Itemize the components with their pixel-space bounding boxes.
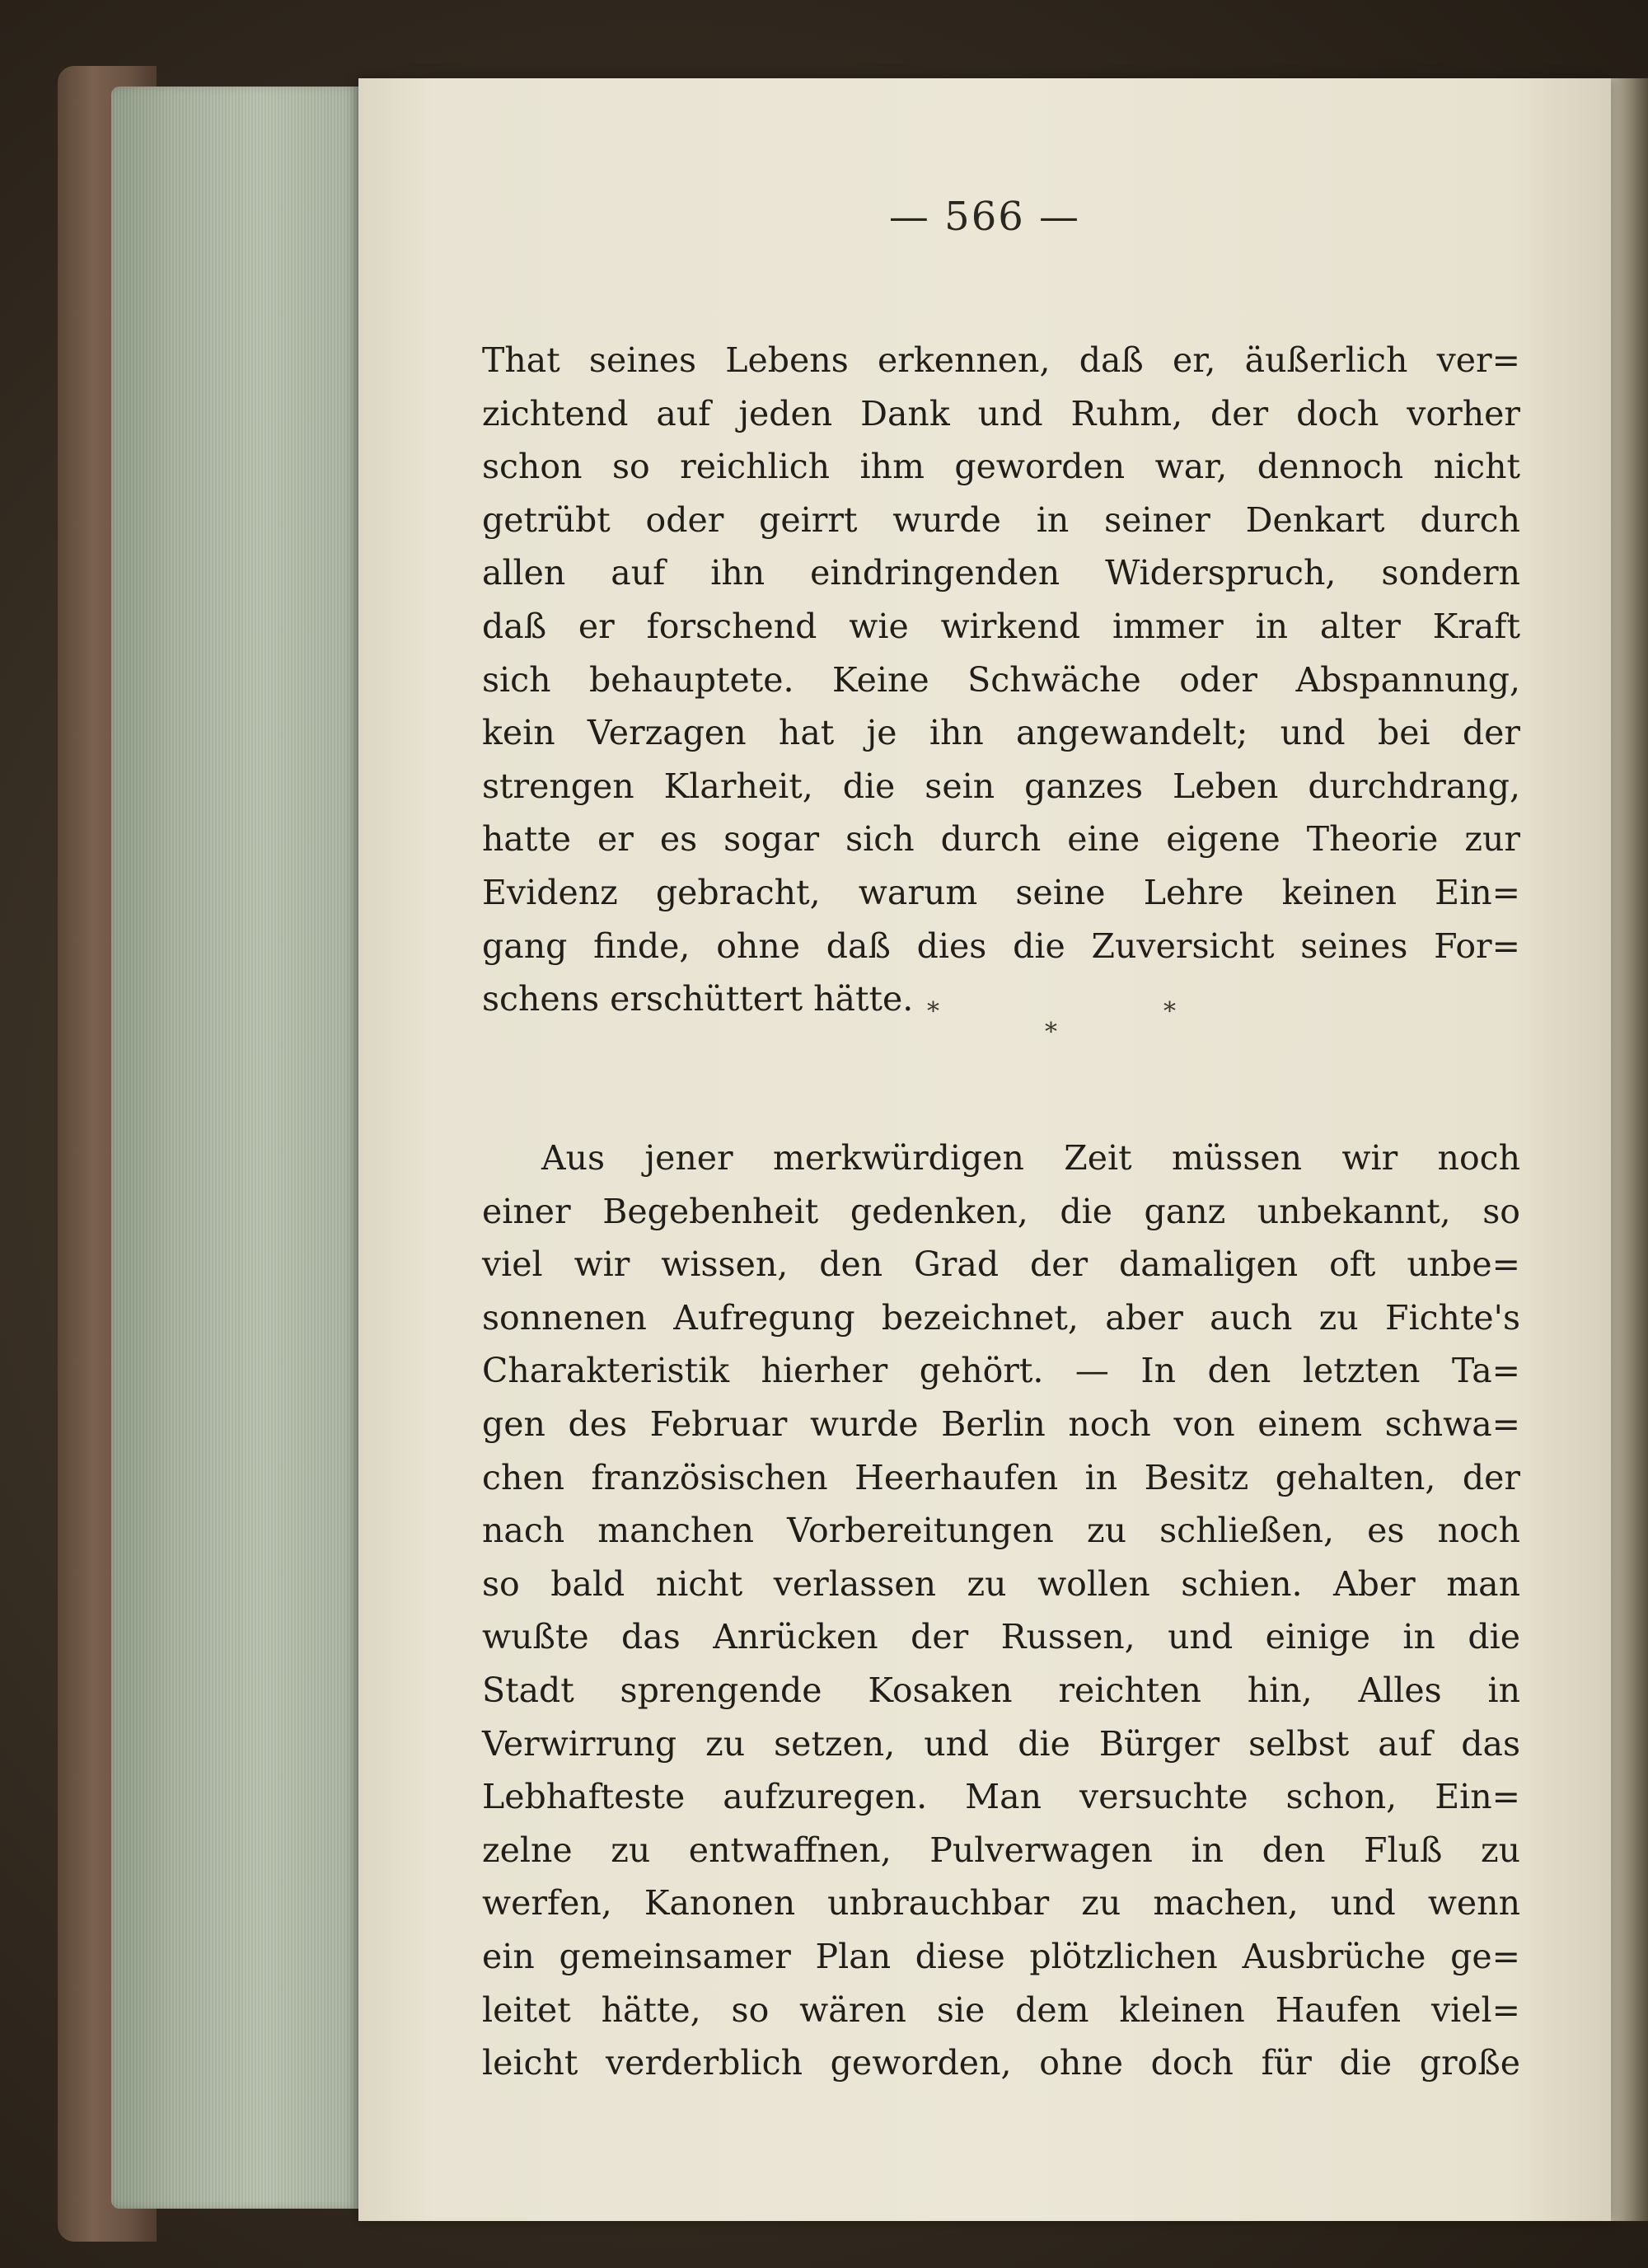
text-line: so bald nicht verlassen zu wollen schien. Aber man bbox=[482, 1563, 1520, 1604]
asterisk-ornament: * bbox=[927, 997, 939, 1026]
asterisk-ornament: * bbox=[1045, 1018, 1057, 1047]
text-line: gang finde, ohne daß dies die Zuversicht seines For= bbox=[482, 925, 1520, 966]
paragraph-2 bbox=[482, 1132, 1520, 2090]
text-line: werfen, Kanonen unbrauchbar zu machen, und wenn bbox=[482, 1883, 1520, 1924]
text-line: zelne zu entwaffnen, Pulverwagen in den Fluß zu bbox=[482, 1830, 1520, 1870]
text-line: kein Verzagen hat je ihn angewandelt; und bei der bbox=[482, 713, 1520, 753]
text-line: viel wir wissen, den Grad der damaligen oft unbe= bbox=[482, 1244, 1520, 1285]
text-line: sich behauptete. Keine Schwäche oder Abspannung, bbox=[482, 659, 1520, 700]
text-line: sonnenen Aufregung bezeichnet, aber auch zu Fichte's bbox=[482, 1297, 1520, 1338]
page-number: — 566 — bbox=[888, 194, 1081, 240]
paragraph-1 bbox=[482, 334, 1520, 1026]
asterisk-ornament: * bbox=[1163, 997, 1176, 1026]
text-line: schens erschüttert hätte. bbox=[482, 979, 914, 1019]
printed-page bbox=[358, 78, 1611, 2221]
text-line: Stadt sprengende Kosaken reichten hin, Alles in bbox=[482, 1670, 1520, 1710]
text-line: daß er forschend wie wirkend immer in alter Kraft bbox=[482, 606, 1520, 646]
text-line: ein gemeinsamer Plan diese plötzlichen Ausbrüche ge= bbox=[482, 1936, 1520, 1976]
text-line: zichtend auf jeden Dank und Ruhm, der doch vorher bbox=[482, 393, 1520, 433]
text-line: hatte er es sogar sich durch eine eigene Theorie zur bbox=[482, 819, 1520, 860]
text-line: leicht verderblich geworden, ohne doch für die große bbox=[482, 2043, 1520, 2083]
text-line: chen französischen Heerhaufen in Besitz gehalten, der bbox=[482, 1457, 1520, 1497]
text-line: einer Begebenheit gedenken, die ganz unbekannt, so bbox=[482, 1191, 1520, 1231]
text-line: gen des Februar wurde Berlin noch von einem schwa= bbox=[482, 1403, 1520, 1444]
book-gutter bbox=[1611, 78, 1648, 2221]
text-line: schon so reichlich ihm geworden war, dennoch nicht bbox=[482, 447, 1520, 487]
text-line: Verwirrung zu setzen, und die Bürger selbst auf das bbox=[482, 1723, 1520, 1764]
text-line: Evidenz gebracht, warum seine Lehre keinen Ein= bbox=[482, 872, 1520, 912]
text-line: Charakteristik hierher gehört. — In den letzten Ta= bbox=[482, 1351, 1520, 1391]
text-line: leitet hätte, so wären sie dem kleinen Haufen viel= bbox=[482, 1989, 1520, 2030]
text-line: nach manchen Vorbereitungen zu schließen, es noch bbox=[482, 1511, 1520, 1551]
text-line: allen auf ihn eindringenden Widerspruch, sondern bbox=[482, 553, 1520, 593]
text-line: That seines Lebens erkennen, daß er, äußerlich ver= bbox=[482, 340, 1520, 380]
text-line: Aus jener merkwürdigen Zeit müssen wir noch bbox=[541, 1138, 1520, 1178]
text-line: Lebhafteste aufzuregen. Man versuchte schon, Ein= bbox=[482, 1777, 1520, 1817]
page-edges bbox=[111, 87, 358, 2209]
text-line: wußte das Anrücken der Russen, und einige in die bbox=[482, 1617, 1520, 1657]
text-line: getrübt oder geirrt wurde in seiner Denkart durch bbox=[482, 499, 1520, 540]
text-line: strengen Klarheit, die sein ganzes Leben durchdrang, bbox=[482, 766, 1520, 806]
